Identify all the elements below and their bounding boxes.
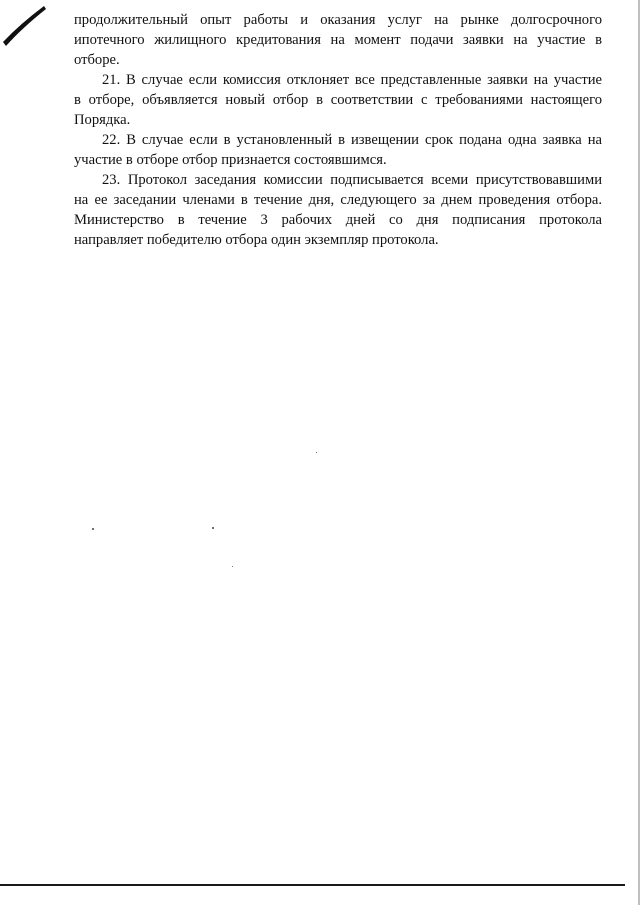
- document-body: [74, 10, 602, 250]
- text-line: 22. В случае если в установленный в извещении срок подана одна заявка на: [102, 132, 602, 148]
- scan-speck: [212, 527, 214, 529]
- page-bottom-edge: [0, 884, 625, 886]
- scan-speck: [92, 528, 94, 530]
- text-line: 21. В случае если комиссия отклоняет все представленные заявки на участие: [102, 72, 602, 88]
- paragraph-22: [74, 130, 602, 170]
- text-line: 23. Протокол заседания комиссии подписывается всеми присутствовавшими: [102, 172, 602, 188]
- text-line: продолжительный опыт работы и оказания услуг на рынке долгосрочного: [74, 12, 602, 28]
- scan-speck: [316, 452, 317, 453]
- paragraph-23: [74, 170, 602, 250]
- text-line: отборе.: [74, 52, 120, 68]
- text-line: участие в отборе отбор признается состоявшимся.: [74, 152, 387, 168]
- text-line: на ее заседании членами в течение дня, следующего за днем проведения отбора.: [74, 192, 602, 208]
- paragraph-20-continuation: [74, 10, 602, 70]
- text-line: направляет победителю отбора один экземпляр протокола.: [74, 232, 439, 248]
- text-line: Министерство в течение 3 рабочих дней со дня подписания протокола: [74, 212, 602, 228]
- handwritten-slash-mark: [0, 0, 60, 60]
- text-line: Порядка.: [74, 112, 131, 128]
- paragraph-21: [74, 70, 602, 130]
- scan-speck: [232, 566, 233, 567]
- text-line: в отборе, объявляется новый отбор в соответствии с требованиями настоящего: [74, 92, 602, 108]
- text-line: ипотечного жилищного кредитования на момент подачи заявки на участие в: [74, 32, 602, 48]
